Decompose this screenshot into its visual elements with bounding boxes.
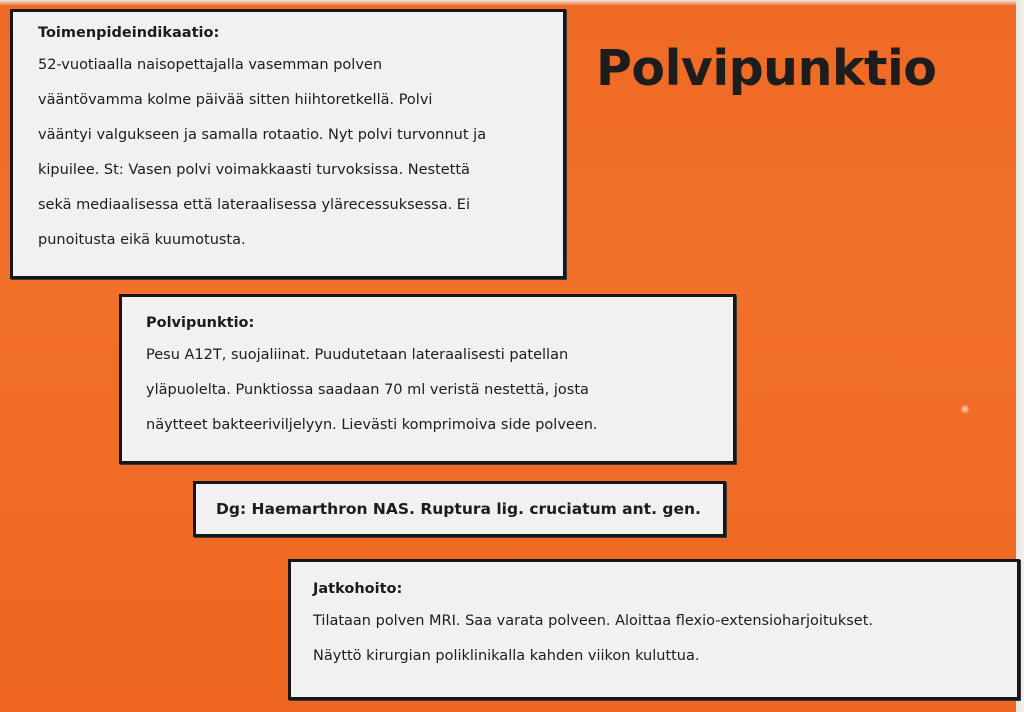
procedure-card <box>119 294 736 464</box>
followup-card <box>288 559 1020 700</box>
followup-label: Jatkohoito: <box>313 581 403 597</box>
procedure-line: näytteet bakteeriviljelyyn. Lievästi komprimoiva side polveen. <box>146 417 598 433</box>
followup-line: Tilataan polven MRI. Saa varata polveen. Aloittaa flexio-extensioharjoitukset. <box>313 613 873 629</box>
poster-top-edge <box>0 0 1024 6</box>
procedure-line: Pesu A12T, suojaliinat. Puudutetaan lateraalisesti patellan <box>146 347 569 363</box>
indication-card <box>10 9 566 279</box>
diagnosis-card <box>193 481 726 537</box>
poster-title: Polvipunktio <box>596 40 937 97</box>
diagnosis-text: Dg: Haemarthron NAS. Ruptura lig. cruciatum ant. gen. <box>216 500 701 518</box>
followup-line: Näyttö kirurgian poliklinikalla kahden viikon kuluttua. <box>313 648 700 664</box>
indication-line: vääntövamma kolme päivää sitten hiihtoretkellä. Polvi <box>38 92 433 108</box>
procedure-label: Polvipunktio: <box>146 315 255 331</box>
indication-line: 52-vuotiaalla naisopettajalla vasemman polven <box>38 57 383 73</box>
procedure-line: yläpuolelta. Punktiossa saadaan 70 ml veristä nestettä, josta <box>146 382 589 398</box>
indication-line: sekä mediaalisessa että lateraalisessa ylärecessuksessa. Ei <box>38 197 470 213</box>
indication-line: kipuilee. St: Vasen polvi voimakkaasti turvoksissa. Nestettä <box>38 162 470 178</box>
light-glare <box>960 404 970 414</box>
indication-line: punoitusta eikä kuumotusta. <box>38 232 246 248</box>
indication-label: Toimenpideindikaatio: <box>38 25 220 41</box>
indication-line: vääntyi valgukseen ja samalla rotaatio. Nyt polvi turvonnut ja <box>38 127 487 143</box>
